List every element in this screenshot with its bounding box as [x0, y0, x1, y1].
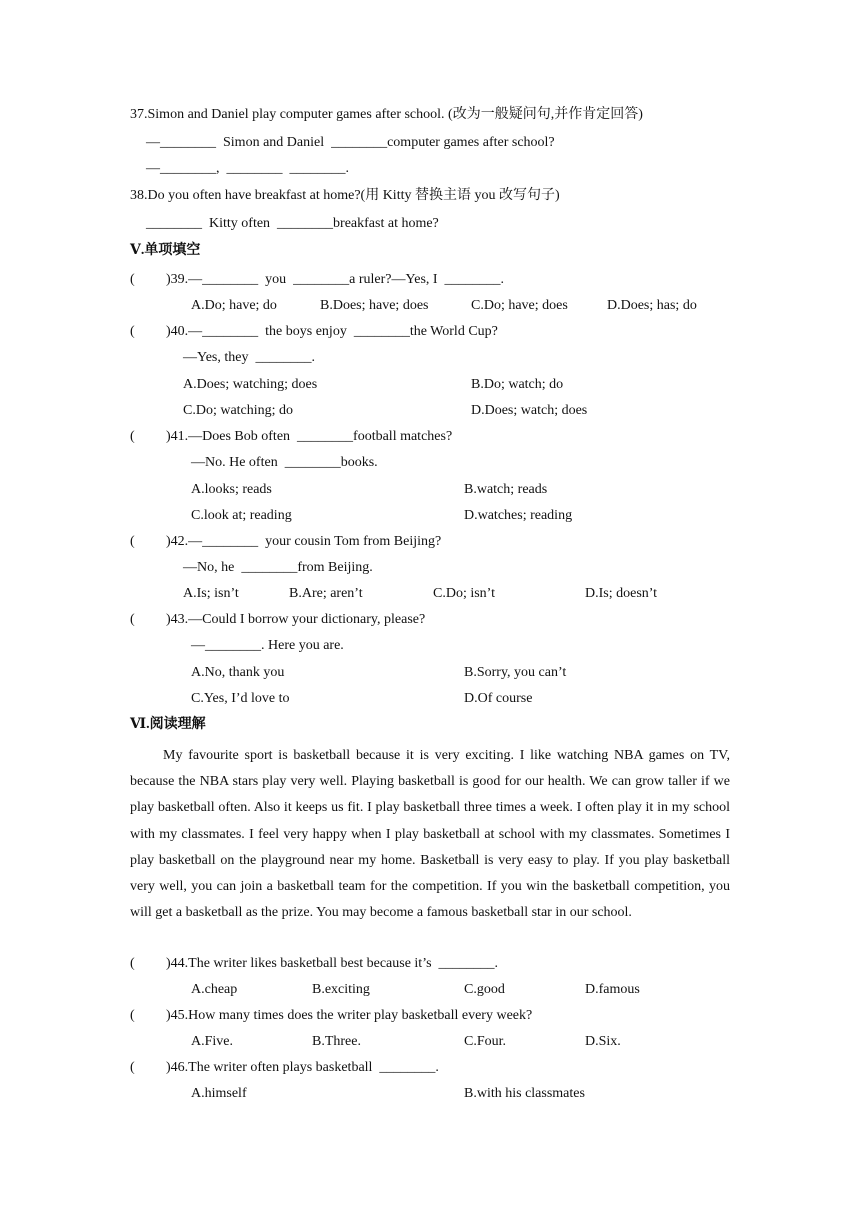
q45-stem: )45.How many times does the writer play basketball every week? [166, 1008, 533, 1023]
q41-reply-line: —No. He often ________books. [191, 455, 378, 470]
q40-option-a: A.Does; watching; does [183, 377, 318, 392]
q46-option-b: B.with his classmates [464, 1086, 585, 1101]
q40-option-b: B.Do; watch; do [471, 377, 564, 392]
q41-stem: )41.—Does Bob often ________football matches? [166, 429, 453, 444]
q42-paren: ( [130, 534, 135, 549]
q39-option-b: B.Does; have; does [320, 298, 429, 313]
q43-stem: )43.—Could I borrow your dictionary, please? [166, 612, 426, 627]
q43-reply-line: —________. Here you are. [191, 638, 344, 653]
q40-paren: ( [130, 324, 135, 339]
q41-paren: ( [130, 429, 135, 444]
q39-paren: ( [130, 272, 135, 287]
q46-paren: ( [130, 1060, 135, 1075]
q44-option-c: C.good [464, 982, 505, 997]
q45-option-a: A.Five. [191, 1034, 233, 1049]
q45-paren: ( [130, 1008, 135, 1023]
q43-paren: ( [130, 612, 135, 627]
q44-option-b: B.exciting [312, 982, 370, 997]
q43-option-c: C.Yes, I’d love to [191, 691, 290, 706]
q41-option-c: C.look at; reading [191, 508, 292, 523]
q37-title: 37.Simon and Daniel play computer games after school. (改为一般疑问句,并作肯定回答) [130, 107, 643, 122]
section-heading-single-choice: Ⅴ.单项填空 [130, 243, 201, 258]
q39-stem: )39.—________ you ________a ruler?—Yes, I ________. [166, 272, 505, 287]
q37-answer-line: —________, ________ ________. [146, 161, 349, 176]
q41-option-d: D.watches; reading [464, 508, 573, 523]
q46-stem: )46.The writer often plays basketball ________. [166, 1060, 439, 1075]
q39-option-d: D.Does; has; do [607, 298, 697, 313]
section-heading-reading: Ⅵ.阅读理解 [130, 717, 206, 732]
q44-stem: )44.The writer likes basketball best because it’s ________. [166, 956, 499, 971]
q45-option-c: C.Four. [464, 1034, 507, 1049]
q44-option-d: D.famous [585, 982, 640, 997]
q40-stem: )40.—________ the boys enjoy ________the World Cup? [166, 324, 498, 339]
q46-option-a: A.himself [191, 1086, 247, 1101]
q43-option-b: B.Sorry, you can’t [464, 665, 567, 680]
q44-option-a: A.cheap [191, 982, 238, 997]
q43-option-a: A.No, thank you [191, 665, 285, 680]
q37-question-line: —________ Simon and Daniel ________computer games after school? [146, 135, 555, 150]
q38-title: 38.Do you often have breakfast at home?(用 Kitty 替换主语 you 改写句子) [130, 188, 560, 203]
q42-option-a: A.Is; isn’t [183, 586, 239, 601]
q45-option-d: D.Six. [585, 1034, 621, 1049]
q45-option-b: B.Three. [312, 1034, 361, 1049]
q40-option-d: D.Does; watch; does [471, 403, 588, 418]
q42-option-c: C.Do; isn’t [433, 586, 495, 601]
q41-option-b: B.watch; reads [464, 482, 548, 497]
q40-reply-line: —Yes, they ________. [183, 350, 315, 365]
q38-answer-line: ________ Kitty often ________breakfast at home? [146, 216, 439, 231]
q42-stem: )42.—________ your cousin Tom from Beijing? [166, 534, 442, 549]
q44-paren: ( [130, 956, 135, 971]
q40-option-c: C.Do; watching; do [183, 403, 294, 418]
q42-reply-line: —No, he ________from Beijing. [183, 560, 373, 575]
q39-option-a: A.Do; have; do [191, 298, 277, 313]
q41-option-a: A.looks; reads [191, 482, 272, 497]
q43-option-d: D.Of course [464, 691, 533, 706]
reading-passage: My favourite sport is basketball because it is very exciting. I like watching NBA games on TV, because the NBA stars play very well. Playing basketball is good for our health. We can grow taller if we play basketball often. Also it keeps us fit. I play basketball three times a week. I often play it in my school with my classmates. I feel very happy when I play basketball at school with my classmates. Sometimes I play basketball on the playground near my home. Basketball is very easy to play. If you play basketball very well, you can join a basketball team for the competition. If you win the basketball competition, you will get a basketball as the prize. You may become a famous basketball star in our school. [130, 748, 730, 921]
q39-option-c: C.Do; have; does [471, 298, 568, 313]
q42-option-b: B.Are; aren’t [289, 586, 363, 601]
q42-option-d: D.Is; doesn’t [585, 586, 658, 601]
